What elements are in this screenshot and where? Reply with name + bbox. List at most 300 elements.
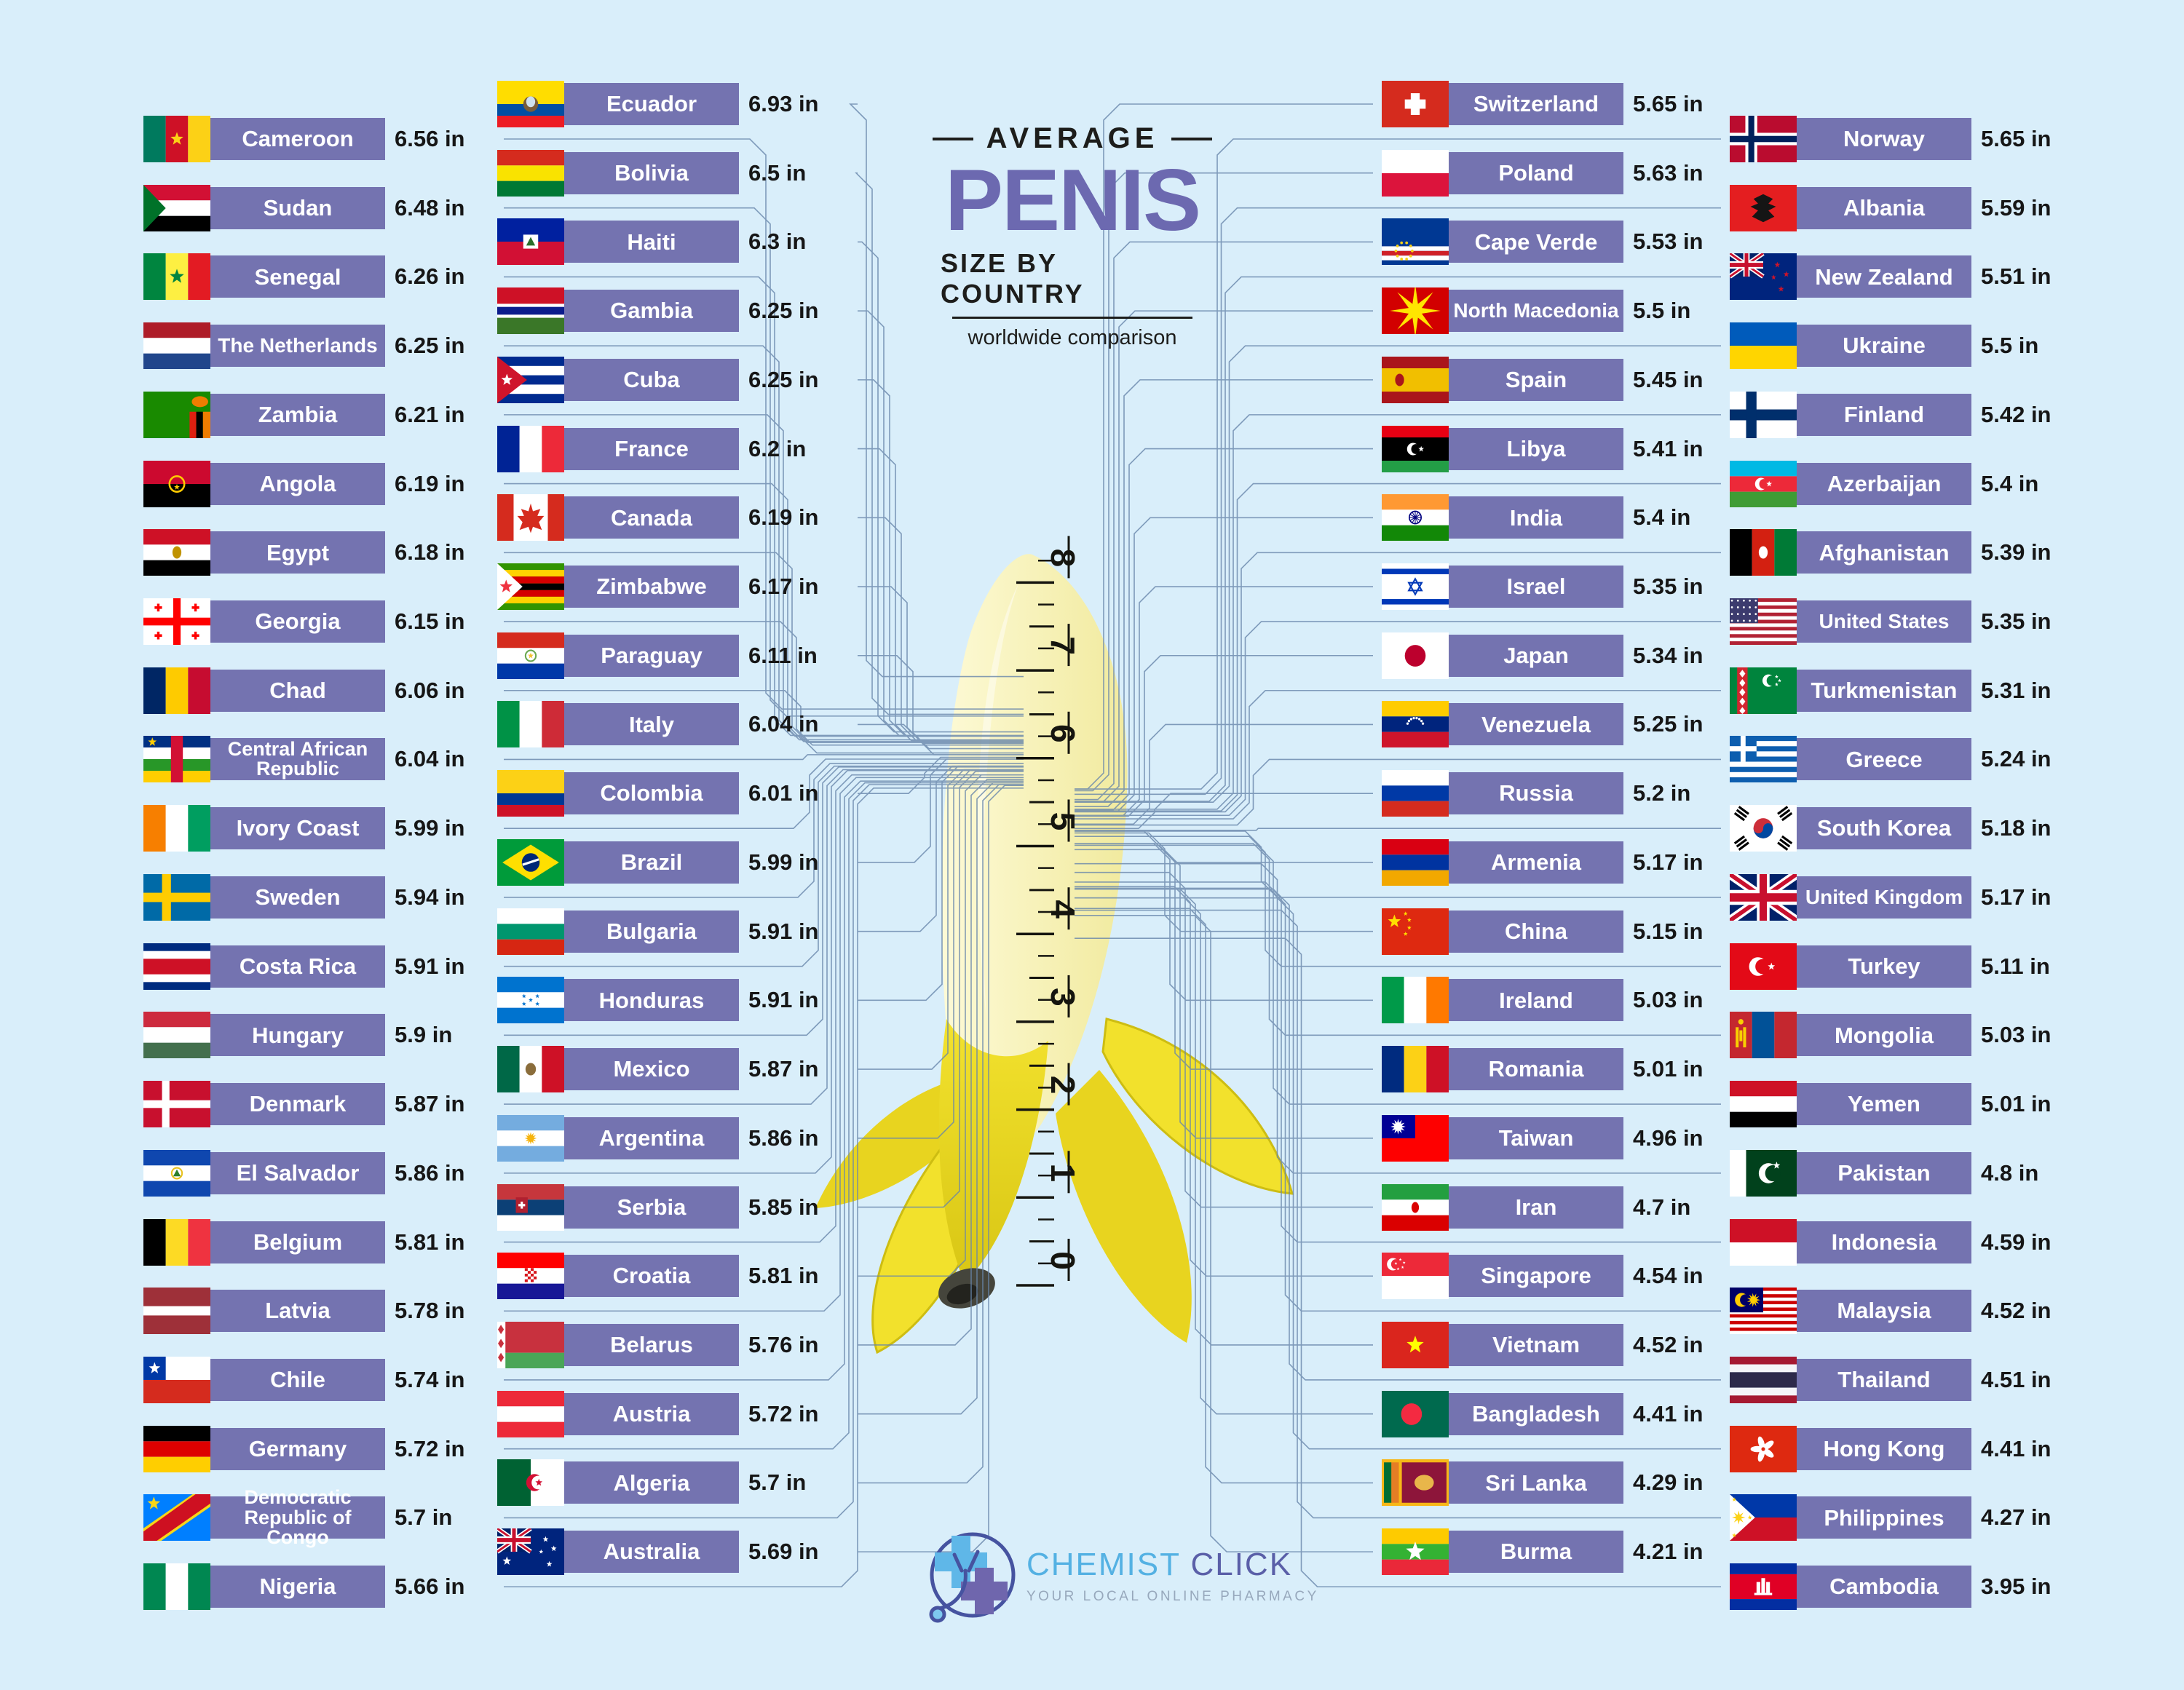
country-label-bar xyxy=(1797,1083,1971,1125)
country-label-bar xyxy=(1797,1496,1971,1539)
size-value: 5.85 in xyxy=(748,1194,819,1220)
country-label-bar xyxy=(1449,841,1623,884)
country-name: Chile xyxy=(270,1367,325,1393)
country-label-bar xyxy=(564,1531,739,1573)
country-label-bar xyxy=(210,1152,385,1194)
title-kicker-line xyxy=(933,122,1213,155)
size-value: 5.17 in xyxy=(1633,849,1704,875)
france-flag-icon xyxy=(497,426,564,472)
country-name: Cameroon xyxy=(242,126,354,152)
country-label-bar xyxy=(210,945,385,988)
title-kicker: AVERAGE xyxy=(986,122,1159,154)
country-name: Japan xyxy=(1503,642,1569,668)
thailand-flag-icon xyxy=(1730,1357,1797,1403)
honduras-flag-icon xyxy=(497,977,564,1023)
country-name: Sudan xyxy=(263,194,333,221)
switzerland-flag-icon xyxy=(1382,81,1449,127)
georgia-flag-icon xyxy=(143,598,210,645)
country-label-bar xyxy=(210,1359,385,1401)
size-value: 5.91 in xyxy=(748,987,819,1013)
country-label-bar xyxy=(1797,1359,1971,1401)
country-label-bar xyxy=(1449,1531,1623,1573)
serbia-flag-icon xyxy=(497,1184,564,1231)
country-label-bar xyxy=(210,325,385,367)
romania-flag-icon xyxy=(1382,1046,1449,1092)
size-value: 5.99 in xyxy=(395,815,465,841)
logo-name xyxy=(1026,1547,1319,1583)
country-name: El Salvador xyxy=(236,1159,360,1186)
country-name: South Korea xyxy=(1816,815,1952,841)
country-label-bar xyxy=(1797,531,1971,574)
country-label-bar xyxy=(1449,1393,1623,1435)
new-zealand-flag-icon xyxy=(1730,253,1797,300)
country-name: Thailand xyxy=(1837,1367,1931,1393)
country-label-bar xyxy=(1449,635,1623,677)
size-value: 5.63 in xyxy=(1633,159,1704,186)
country-label-bar xyxy=(210,738,385,780)
size-value: 6.25 in xyxy=(748,298,819,324)
country-label-bar xyxy=(1449,703,1623,745)
size-value: 4.52 in xyxy=(1633,1331,1704,1357)
egypt-flag-icon xyxy=(143,529,210,576)
the-netherlands-flag-icon xyxy=(143,322,210,369)
size-value: 5.4 in xyxy=(1981,470,2039,496)
bolivia-flag-icon xyxy=(497,150,564,197)
page-subtitle: SIZE BY COUNTRY xyxy=(941,248,1085,309)
country-name: Hungary xyxy=(252,1022,344,1048)
size-value: 5.53 in xyxy=(1633,229,1704,255)
size-value: 5.24 in xyxy=(1981,746,2052,772)
country-name: Yemen xyxy=(1848,1091,1920,1117)
country-name: Pakistan xyxy=(1837,1159,1931,1186)
country-name: Ecuador xyxy=(606,91,697,117)
zambia-flag-icon xyxy=(143,392,210,438)
country-label-bar xyxy=(564,1324,739,1366)
size-value: 4.21 in xyxy=(1633,1539,1704,1565)
poland-flag-icon xyxy=(1382,150,1449,197)
country-label-bar xyxy=(564,290,739,332)
country-name: Egypt xyxy=(266,539,330,566)
size-value: 5.76 in xyxy=(748,1331,819,1357)
title-tagline: worldwide comparison xyxy=(968,326,1177,349)
north-macedonia-flag-icon xyxy=(1382,287,1449,334)
country-name: United States xyxy=(1819,609,1950,632)
paraguay-flag-icon xyxy=(497,632,564,679)
country-name: Venezuela xyxy=(1481,711,1591,737)
united-kingdom-flag-icon xyxy=(1730,874,1797,921)
size-value: 4.7 in xyxy=(1633,1194,1691,1220)
country-label-bar xyxy=(564,1048,739,1090)
country-label-bar xyxy=(210,1083,385,1125)
philippines-flag-icon xyxy=(1730,1494,1797,1541)
country-name: Colombia xyxy=(600,780,703,806)
cameroon-flag-icon xyxy=(143,116,210,162)
connector-line xyxy=(1075,828,1721,830)
country-name: Bangladesh xyxy=(1472,1400,1600,1427)
libya-flag-icon xyxy=(1382,426,1449,472)
hungary-flag-icon xyxy=(143,1012,210,1058)
logo-name-chemist: CHEMIST xyxy=(1026,1547,1181,1582)
country-name: Singapore xyxy=(1481,1263,1591,1289)
united-states-flag-icon xyxy=(1730,598,1797,645)
country-label-bar xyxy=(564,221,739,263)
country-label-bar xyxy=(1449,772,1623,814)
country-label-bar xyxy=(210,463,385,505)
size-value: 5.41 in xyxy=(1633,435,1704,461)
country-name: Philippines xyxy=(1824,1504,1944,1531)
country-label-bar xyxy=(210,187,385,229)
country-name: Ireland xyxy=(1499,987,1573,1013)
country-name: Finland xyxy=(1843,402,1925,428)
country-name: Mexico xyxy=(613,1056,690,1082)
size-value: 5.66 in xyxy=(395,1574,465,1600)
country-label-bar xyxy=(1797,1566,1971,1608)
cuba-flag-icon xyxy=(497,357,564,403)
size-value: 6.04 in xyxy=(748,711,819,737)
country-label-bar xyxy=(210,807,385,849)
country-label-bar xyxy=(210,1014,385,1056)
country-label-bar xyxy=(1797,1290,1971,1332)
country-name: Gambia xyxy=(610,298,693,324)
country-name: Armenia xyxy=(1490,849,1582,876)
country-name: Cape Verde xyxy=(1474,229,1598,255)
country-label-bar xyxy=(564,1117,739,1159)
china-flag-icon xyxy=(1382,908,1449,955)
country-name: Chad xyxy=(269,677,326,703)
country-label-bar xyxy=(564,1461,739,1504)
size-value: 5.45 in xyxy=(1633,366,1704,392)
size-value: 5.03 in xyxy=(1633,987,1704,1013)
size-value: 5.01 in xyxy=(1981,1091,2052,1117)
country-name: China xyxy=(1504,918,1568,944)
country-name: Latvia xyxy=(265,1298,331,1324)
country-label-bar xyxy=(1797,670,1971,712)
country-label-bar xyxy=(1449,152,1623,194)
turkey-flag-icon xyxy=(1730,943,1797,990)
size-value: 5.31 in xyxy=(1981,677,2052,703)
country-label-bar xyxy=(210,118,385,160)
country-name: Sweden xyxy=(255,884,341,911)
el-salvador-flag-icon xyxy=(143,1150,210,1197)
indonesia-flag-icon xyxy=(1730,1219,1797,1266)
country-name: Afghanistan xyxy=(1819,539,1950,566)
size-value: 4.41 in xyxy=(1981,1435,2052,1461)
country-label-bar xyxy=(1449,221,1623,263)
venezuela-flag-icon xyxy=(1382,701,1449,747)
country-name: France xyxy=(614,435,689,461)
size-value: 6.04 in xyxy=(395,746,465,772)
size-value: 4.41 in xyxy=(1633,1400,1704,1427)
country-name: Cuba xyxy=(623,367,680,393)
ruler-number: 1 xyxy=(1043,1163,1082,1183)
size-value: 5.59 in xyxy=(1981,194,2052,221)
mongolia-flag-icon xyxy=(1730,1012,1797,1058)
size-value: 5.86 in xyxy=(748,1124,819,1151)
albania-flag-icon xyxy=(1730,185,1797,231)
country-name: Azerbaijan xyxy=(1827,470,1942,496)
country-label-bar xyxy=(564,772,739,814)
country-name: Honduras xyxy=(598,987,705,1013)
country-name: Haiti xyxy=(627,229,676,255)
country-name: India xyxy=(1509,504,1563,531)
country-label-bar xyxy=(1449,496,1623,539)
ecuador-flag-icon xyxy=(497,81,564,127)
chemist-click-logo xyxy=(926,1528,1319,1623)
size-value: 5.74 in xyxy=(395,1366,465,1392)
japan-flag-icon xyxy=(1382,632,1449,679)
country-label-bar xyxy=(210,394,385,436)
size-value: 6.01 in xyxy=(748,780,819,806)
algeria-flag-icon xyxy=(497,1459,564,1506)
logo-text xyxy=(1026,1547,1319,1605)
country-name: Ivory Coast xyxy=(236,815,360,841)
pharmacy-cross-icon xyxy=(926,1528,1016,1623)
country-label-bar xyxy=(1449,1255,1623,1297)
size-value: 5.25 in xyxy=(1633,711,1704,737)
country-name: Ukraine xyxy=(1843,333,1926,359)
ruler-number: 7 xyxy=(1043,636,1082,655)
country-label-bar xyxy=(1797,738,1971,780)
yemen-flag-icon xyxy=(1730,1081,1797,1127)
country-name: Spain xyxy=(1505,367,1567,393)
size-value: 6.3 in xyxy=(748,229,807,255)
country-label-bar xyxy=(1797,945,1971,988)
ruler-number: 2 xyxy=(1043,1075,1082,1095)
ivory-coast-flag-icon xyxy=(143,805,210,852)
country-name: Zambia xyxy=(258,402,338,428)
country-label-bar xyxy=(1449,1048,1623,1090)
size-value: 5.7 in xyxy=(395,1504,453,1531)
size-value: 4.29 in xyxy=(1633,1469,1704,1496)
country-label-bar xyxy=(210,255,385,298)
country-label-bar xyxy=(1797,255,1971,298)
country-label-bar xyxy=(210,1428,385,1470)
size-value: 6.06 in xyxy=(395,677,465,703)
title-underline xyxy=(952,317,1192,319)
size-value: 4.54 in xyxy=(1633,1263,1704,1289)
bangladesh-flag-icon xyxy=(1382,1391,1449,1437)
country-name: Albania xyxy=(1843,194,1925,221)
size-value: 5.35 in xyxy=(1981,608,2052,635)
turkmenistan-flag-icon xyxy=(1730,667,1797,714)
ruler-number: 5 xyxy=(1043,812,1082,831)
country-label-bar xyxy=(564,1393,739,1435)
size-value: 4.51 in xyxy=(1981,1366,2052,1392)
country-name: Belarus xyxy=(610,1332,693,1358)
size-value: 5.91 in xyxy=(395,953,465,979)
israel-flag-icon xyxy=(1382,563,1449,610)
country-label-bar xyxy=(1797,187,1971,229)
country-label-bar xyxy=(564,1255,739,1297)
country-name: Romania xyxy=(1488,1056,1584,1082)
country-name: Cambodia xyxy=(1829,1574,1939,1600)
size-value: 5.42 in xyxy=(1981,401,2052,427)
india-flag-icon xyxy=(1382,494,1449,541)
connector-line xyxy=(504,346,1024,736)
country-name: Greece xyxy=(1845,746,1923,772)
zimbabwe-flag-icon xyxy=(497,563,564,610)
connector-line xyxy=(1075,415,1721,809)
size-value: 5.69 in xyxy=(748,1539,819,1565)
size-value: 5.2 in xyxy=(1633,780,1691,806)
country-name: Senegal xyxy=(254,263,341,290)
country-name: Algeria xyxy=(613,1469,690,1496)
size-value: 5.99 in xyxy=(748,849,819,875)
country-label-bar xyxy=(564,911,739,953)
ruler-number: 3 xyxy=(1043,988,1082,1007)
angola-flag-icon xyxy=(143,461,210,507)
size-value: 6.5 in xyxy=(748,159,807,186)
azerbaijan-flag-icon xyxy=(1730,461,1797,507)
croatia-flag-icon xyxy=(497,1253,564,1299)
country-label-bar xyxy=(1449,290,1623,332)
size-value: 4.59 in xyxy=(1981,1229,2052,1255)
size-value: 5.94 in xyxy=(395,884,465,910)
cape-verde-flag-icon xyxy=(1382,218,1449,265)
size-value: 6.11 in xyxy=(748,642,818,668)
size-value: 5.86 in xyxy=(395,1159,465,1186)
brazil-flag-icon xyxy=(497,839,564,886)
country-label-bar xyxy=(1449,428,1623,470)
hong-kong-flag-icon xyxy=(1730,1426,1797,1472)
size-value: 5.7 in xyxy=(748,1469,807,1496)
latvia-flag-icon xyxy=(143,1288,210,1334)
country-label-bar xyxy=(564,635,739,677)
country-label-bar xyxy=(1797,325,1971,367)
country-label-bar xyxy=(564,1186,739,1229)
country-label-bar xyxy=(1797,463,1971,505)
size-value: 5.72 in xyxy=(395,1435,465,1461)
country-name: Mongolia xyxy=(1834,1022,1934,1048)
kicker-dash-left xyxy=(933,138,973,140)
country-label-bar xyxy=(1797,1428,1971,1470)
argentina-flag-icon xyxy=(497,1115,564,1162)
size-value: 5.81 in xyxy=(395,1229,465,1255)
size-value: 5.65 in xyxy=(1981,126,2052,151)
size-value: 5.65 in xyxy=(1633,91,1704,116)
country-name: Italy xyxy=(628,711,675,737)
country-label-bar xyxy=(210,1566,385,1608)
size-value: 4.96 in xyxy=(1633,1124,1704,1151)
ireland-flag-icon xyxy=(1382,977,1449,1023)
sudan-flag-icon xyxy=(143,185,210,231)
country-label-bar xyxy=(1449,359,1623,401)
country-name: Central African Republic xyxy=(227,737,368,780)
country-label-bar xyxy=(1797,394,1971,436)
country-name: Belgium xyxy=(253,1229,343,1255)
afghanistan-flag-icon xyxy=(1730,529,1797,576)
country-name: Hong Kong xyxy=(1823,1435,1945,1461)
country-name: Zimbabwe xyxy=(596,574,707,600)
country-name: Switzerland xyxy=(1473,91,1599,117)
canada-flag-icon xyxy=(497,494,564,541)
country-name: Democratic Republic of Congo xyxy=(244,1486,352,1549)
ruler-number: 4 xyxy=(1043,900,1082,919)
greece-flag-icon xyxy=(1730,736,1797,782)
country-name: Poland xyxy=(1498,159,1574,186)
size-value: 5.17 in xyxy=(1981,884,2052,910)
country-name: Georgia xyxy=(255,608,341,635)
ukraine-flag-icon xyxy=(1730,322,1797,369)
costa-rica-flag-icon xyxy=(143,943,210,990)
spain-flag-icon xyxy=(1382,357,1449,403)
country-label-bar xyxy=(1449,1324,1623,1366)
nigeria-flag-icon xyxy=(143,1563,210,1610)
taiwan-flag-icon xyxy=(1382,1115,1449,1162)
country-label-bar xyxy=(1449,979,1623,1021)
country-name: Australia xyxy=(603,1539,700,1565)
size-value: 3.95 in xyxy=(1981,1574,2052,1600)
ruler-number: 0 xyxy=(1043,1251,1082,1270)
country-name: Taiwan xyxy=(1498,1124,1574,1151)
size-value: 5.5 in xyxy=(1633,298,1691,324)
country-name: Vietnam xyxy=(1492,1332,1580,1358)
size-value: 5.4 in xyxy=(1633,504,1691,531)
size-value: 5.91 in xyxy=(748,918,819,944)
connector-line xyxy=(1075,311,1373,802)
russia-flag-icon xyxy=(1382,770,1449,817)
country-name: Sri Lanka xyxy=(1485,1469,1587,1496)
haiti-flag-icon xyxy=(497,218,564,265)
country-name: Germany xyxy=(248,1435,347,1461)
sri-lanka-flag-icon xyxy=(1382,1459,1449,1506)
cambodia-flag-icon xyxy=(1730,1563,1797,1610)
belgium-flag-icon xyxy=(143,1219,210,1266)
malaysia-flag-icon xyxy=(1730,1288,1797,1334)
size-value: 5.51 in xyxy=(1981,263,2052,290)
size-value: 5.03 in xyxy=(1981,1022,2052,1048)
size-value: 6.17 in xyxy=(748,574,819,600)
gambia-flag-icon xyxy=(497,287,564,334)
size-value: 5.87 in xyxy=(748,1056,819,1082)
country-label-bar xyxy=(564,496,739,539)
country-name: Israel xyxy=(1506,574,1566,600)
country-name: Costa Rica xyxy=(239,953,357,979)
south-korea-flag-icon xyxy=(1730,805,1797,852)
country-label-bar xyxy=(210,1486,385,1549)
bulgaria-flag-icon xyxy=(497,908,564,955)
finland-flag-icon xyxy=(1730,392,1797,438)
norway-flag-icon xyxy=(1730,116,1797,162)
country-name: Iran xyxy=(1515,1194,1557,1220)
country-label-bar xyxy=(564,566,739,608)
country-label-bar xyxy=(564,841,739,884)
country-label-bar xyxy=(1797,1152,1971,1194)
country-name: Bolivia xyxy=(614,159,689,186)
size-value: 5.35 in xyxy=(1633,574,1704,600)
size-value: 6.18 in xyxy=(395,539,465,566)
australia-flag-icon xyxy=(497,1528,564,1575)
size-value: 6.19 in xyxy=(748,504,819,531)
singapore-flag-icon xyxy=(1382,1253,1449,1299)
country-label-bar xyxy=(564,979,739,1021)
country-name: Croatia xyxy=(612,1263,691,1289)
country-label-bar xyxy=(564,428,739,470)
country-name: Serbia xyxy=(617,1194,687,1220)
country-label-bar xyxy=(1797,118,1971,160)
country-name: Malaysia xyxy=(1837,1298,1931,1324)
country-label-bar xyxy=(210,670,385,712)
country-label-bar xyxy=(1797,1014,1971,1056)
vietnam-flag-icon xyxy=(1382,1322,1449,1368)
country-name: Bulgaria xyxy=(606,918,697,944)
mexico-flag-icon xyxy=(497,1046,564,1092)
country-label-bar xyxy=(210,600,385,643)
austria-flag-icon xyxy=(497,1391,564,1437)
size-value: 5.87 in xyxy=(395,1091,465,1117)
country-label-bar xyxy=(564,359,739,401)
italy-flag-icon xyxy=(497,701,564,747)
